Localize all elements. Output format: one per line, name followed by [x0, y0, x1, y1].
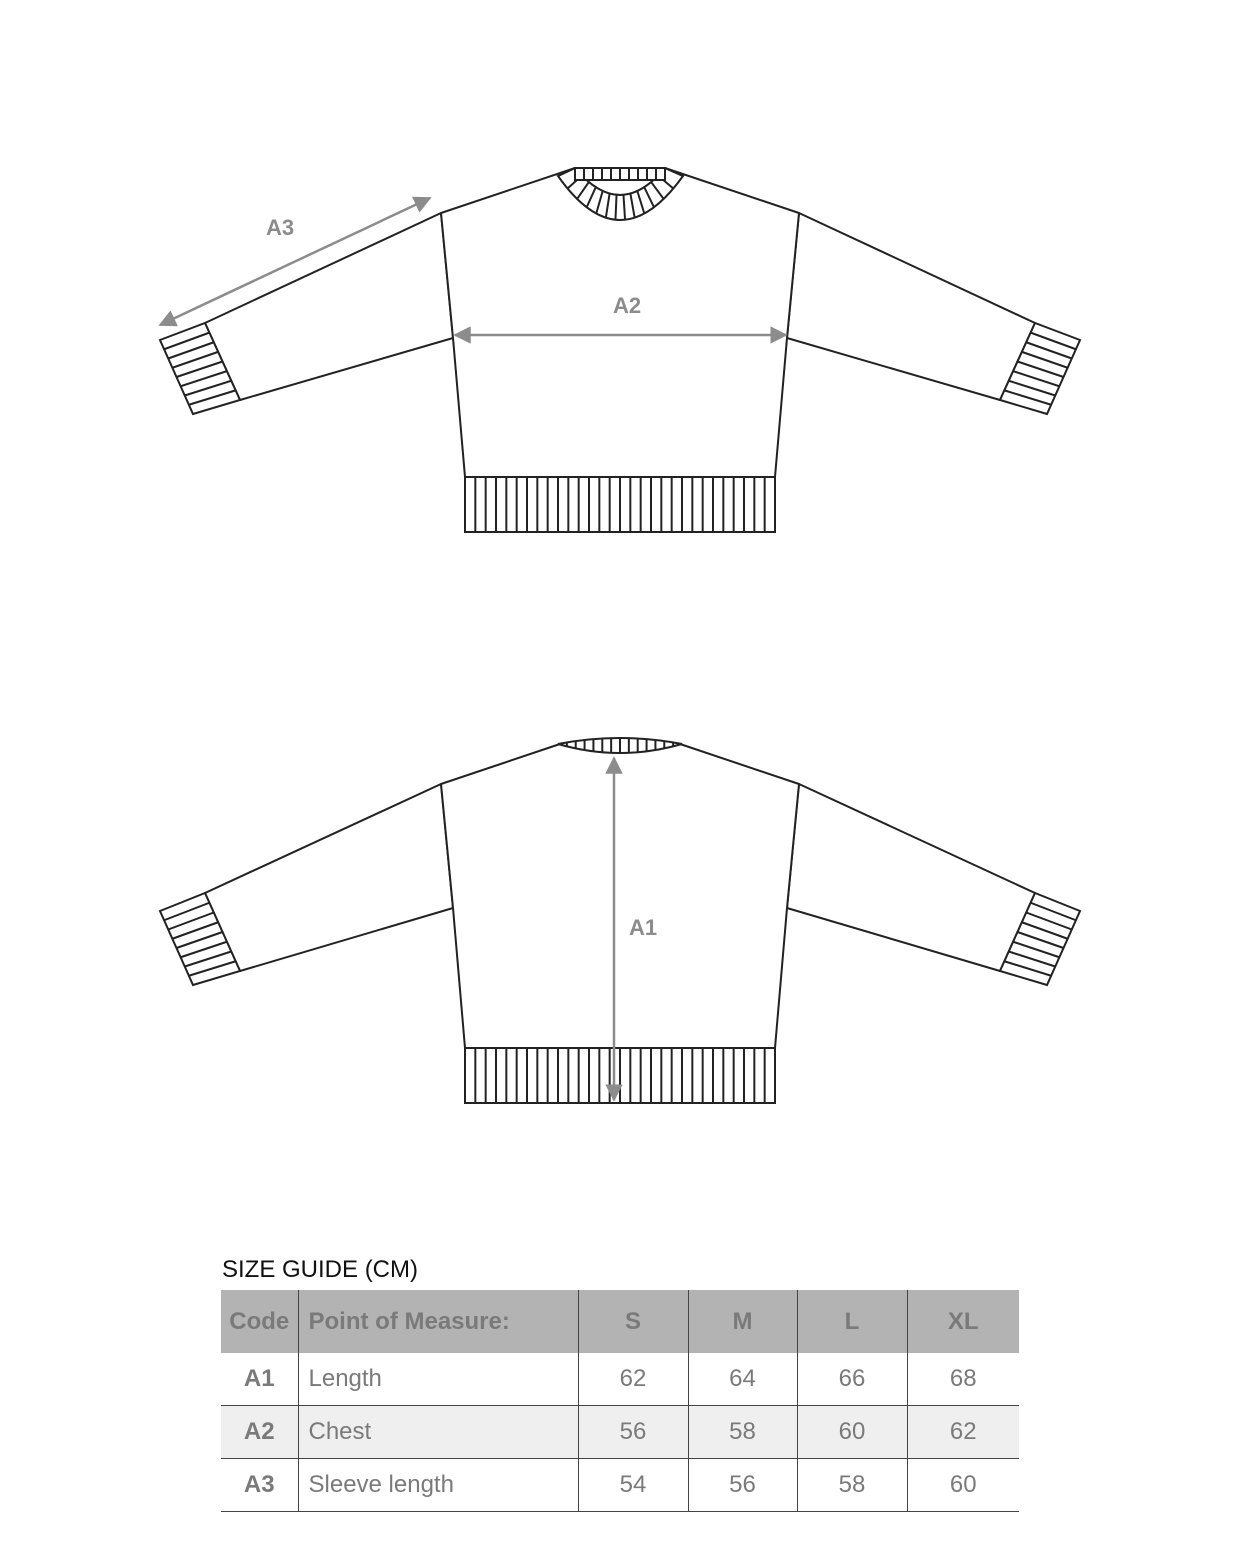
front-hem-rib — [465, 477, 775, 532]
row-value: 56 — [688, 1459, 797, 1512]
row-value: 54 — [578, 1459, 688, 1512]
row-value: 66 — [797, 1353, 907, 1406]
row-code: A1 — [221, 1353, 298, 1406]
table-row — [221, 1406, 1019, 1459]
row-value: 68 — [949, 1365, 977, 1392]
header-size-m: M — [688, 1290, 797, 1353]
row-point: Length — [298, 1353, 578, 1406]
row-value: 60 — [797, 1406, 907, 1459]
sleeve-measure-label: A3 — [266, 215, 295, 240]
row-value: 60 — [949, 1471, 977, 1498]
row-value: 56 — [578, 1406, 688, 1459]
row-value: 58 — [797, 1459, 907, 1512]
back-right-sleeve — [787, 784, 1035, 971]
row-value: 62 — [949, 1418, 977, 1445]
header-size-s: S — [578, 1290, 688, 1353]
row-value: 58 — [688, 1406, 797, 1459]
table-header-row — [221, 1290, 1019, 1353]
front-right-sleeve — [787, 213, 1035, 400]
front-left-sleeve — [205, 213, 453, 400]
row-code: A3 — [221, 1459, 298, 1512]
row-point: Chest — [298, 1406, 578, 1459]
table-row — [221, 1459, 1019, 1512]
back-body — [441, 744, 799, 1048]
header-size-xl: XL — [907, 1290, 1019, 1353]
row-value: 62 — [578, 1353, 688, 1406]
back-left-sleeve — [205, 784, 453, 971]
size-guide-table — [221, 1290, 1019, 1512]
header-code: Code — [221, 1290, 298, 1353]
back-hem-rib — [465, 1048, 775, 1103]
chest-measure-label: A2 — [613, 293, 642, 318]
length-measure-label: A1 — [629, 915, 658, 940]
row-point: Sleeve length — [298, 1459, 578, 1512]
front-view-sweater — [160, 168, 1080, 532]
back-view-sweater — [160, 738, 1080, 1103]
table-row — [221, 1353, 1019, 1406]
row-value: 64 — [688, 1353, 797, 1406]
row-code: A2 — [221, 1406, 298, 1459]
header-point-of-measure: Point of Measure: — [298, 1290, 578, 1353]
size-guide-title: SIZE GUIDE (CM) — [222, 1256, 418, 1283]
header-size-l: L — [797, 1290, 907, 1353]
